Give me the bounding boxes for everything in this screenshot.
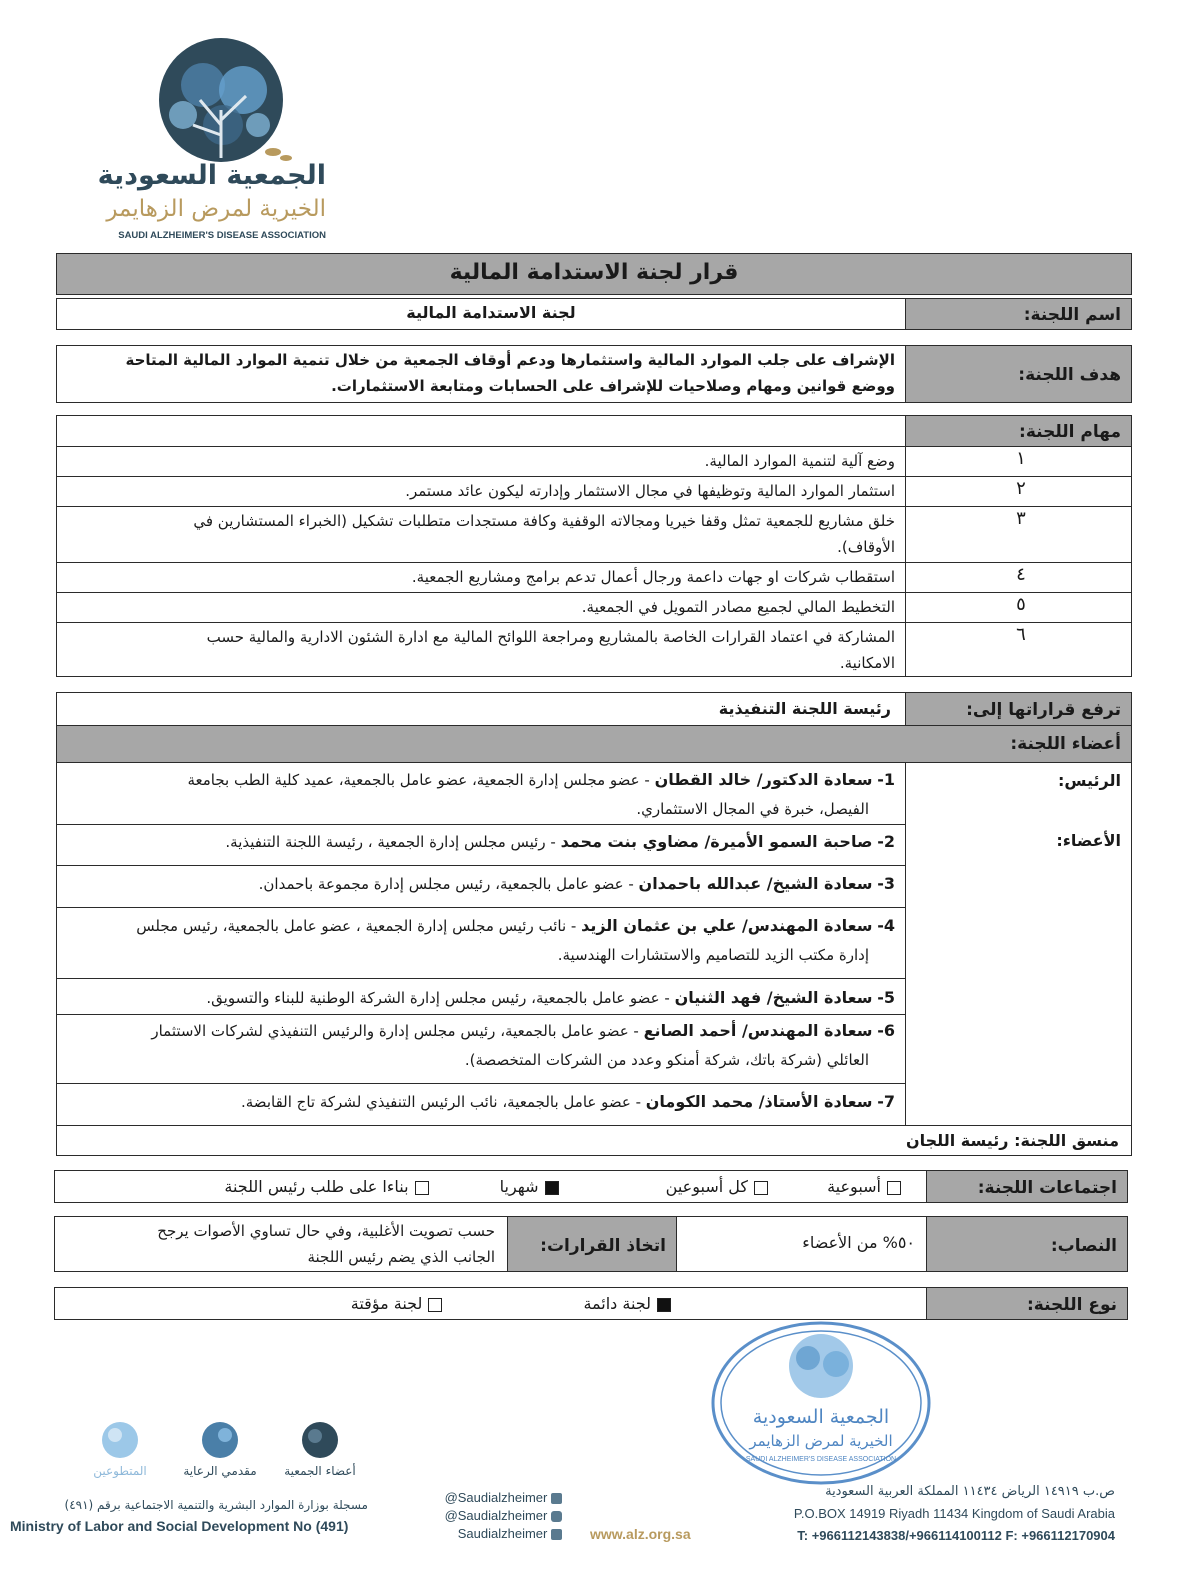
member-number: 2-: [877, 832, 895, 851]
org-name-line2: الخيرية لمرض الزهايمر: [106, 196, 326, 222]
badge-volunteers: المتطوعين: [70, 1420, 170, 1478]
checkbox-unchecked[interactable]: [754, 1181, 768, 1195]
task-row: [57, 446, 1131, 476]
website-link[interactable]: www.alz.org.sa: [590, 1526, 691, 1542]
member-row: [65, 983, 895, 1013]
task-text: المشاركة في اعتماد القرارات الخاصة بالمشاريع ومراجعة اللوائح المالية مع ادارة الشئون الادارية والمالية حسب: [206, 628, 895, 646]
instagram-icon: [551, 1511, 562, 1522]
task-text: الامكانية.: [839, 654, 895, 672]
decisions-line1: حسب تصويت الأغلبية، وفي حال تساوي الأصوات يرجح: [157, 1222, 495, 1240]
task-row: [57, 592, 1131, 622]
members-table: [56, 692, 1132, 1126]
registration-ar: مسجلة بوزارة الموارد البشرية والتنمية الاجتماعية برقم (٤٩١): [64, 1498, 368, 1512]
reports-to-value: رئيسة اللجنة التنفيذية: [718, 699, 891, 718]
member-number: 1-: [877, 770, 895, 789]
task-number: ١: [1016, 448, 1026, 469]
coordinator-row: [56, 1126, 1132, 1156]
badge-caregivers: مقدمي الرعاية: [170, 1420, 270, 1478]
stamp-line1: الجمعية السعودية: [752, 1406, 890, 1428]
committee-name-row: [56, 298, 1132, 330]
member-number: 3-: [877, 874, 895, 893]
task-number: ٣: [1016, 508, 1026, 529]
quorum-value: ٥٠% من الأعضاء: [802, 1233, 915, 1252]
meetings-row: [54, 1170, 1128, 1203]
tasks-table: [56, 415, 1132, 677]
address-ar: ص.ب ١٤٩١٩ الرياض ١١٤٣٤ المملكة العربية السعودية: [825, 1484, 1115, 1499]
document-title: قرار لجنة الاستدامة المالية: [56, 253, 1132, 295]
type-options: [351, 1294, 677, 1313]
task-number: ٢: [1016, 478, 1026, 499]
checkbox-checked[interactable]: [545, 1181, 559, 1195]
member-name: سعادة الشيخ/ فهد الثنيان: [674, 988, 873, 1007]
member-name: سعادة الأستاذ/ محمد الكومان: [645, 1092, 873, 1111]
social-links: [412, 1490, 562, 1544]
member-desc: - عضو عامل بالجمعية، رئيس مجلس إدارة الشركة الوطنية للبناء والتسويق.: [206, 989, 675, 1007]
member-number: 4-: [877, 916, 895, 935]
member-row: [65, 1087, 895, 1117]
decisions-label: اتخاذ القرارات:: [507, 1217, 677, 1271]
meetings-label: اجتماعات اللجنة:: [927, 1171, 1127, 1202]
meeting-option-monthly[interactable]: شهريا: [500, 1177, 565, 1196]
member-row: [65, 765, 895, 824]
tree-logo-icon: [108, 30, 338, 170]
twitter-icon: [551, 1493, 562, 1504]
member-number: 6-: [877, 1021, 895, 1040]
members-sublabel: الأعضاء:: [1056, 831, 1121, 850]
task-number: ٦: [1016, 624, 1026, 645]
member-desc-line2: العائلي (شركة باتك، شركة أمنكو وعدد من الشركات المتخصصة).: [464, 1051, 869, 1069]
type-option-permanent[interactable]: لجنة دائمة: [583, 1294, 677, 1313]
checkbox-unchecked[interactable]: [415, 1181, 429, 1195]
member-desc: - عضو مجلس إدارة الجمعية، عضو عامل بالجمعية، عميد كلية الطب بجامعة: [187, 771, 655, 789]
task-text: خلق مشاريع للجمعية تمثل وقفا خيريا ومجالاته الوقفية وكافة مستجدات متطلبات تشكيل (الخبراء المستشارين في: [193, 512, 895, 530]
checkbox-unchecked[interactable]: [428, 1298, 442, 1312]
quorum-label: النصاب:: [927, 1217, 1127, 1271]
member-row: [65, 911, 895, 970]
checkbox-unchecked[interactable]: [887, 1181, 901, 1195]
member-number: 7-: [877, 1092, 895, 1111]
meeting-option-weekly[interactable]: أسبوعية: [827, 1177, 907, 1196]
task-text: استثمار الموارد المالية وتوظيفها في مجال الاستثمار وإدارته ليكون عائد مستمر.: [405, 482, 895, 500]
tree-members-icon: [295, 1420, 345, 1460]
goal-line1: الإشراف على جلب الموارد المالية واستثمارها ودعم أوقاف الجمعية من خلال تنمية الموارد المالية المتاحة: [125, 351, 895, 369]
meetings-options: [224, 1177, 907, 1196]
instagram-link[interactable]: @Saudialzheimer: [412, 1508, 562, 1526]
registration-en: Ministry of Labor and Social Development No (491): [10, 1518, 349, 1534]
type-label: نوع اللجنة:: [927, 1288, 1127, 1319]
stamp-en: SAUDI ALZHEIMER'S DISEASE ASSOCIATION: [745, 1456, 897, 1463]
coordinator-value: رئيسة اللجان: [905, 1131, 1009, 1150]
goal-row: [56, 345, 1132, 403]
member-name: سعادة المهندس/ أحمد الصانع: [643, 1021, 873, 1040]
chair-label: الرئيس:: [1058, 771, 1121, 790]
official-stamp: [708, 1318, 934, 1488]
member-name: سعادة الشيخ/ عبدالله باحمدان: [638, 874, 873, 893]
tree-volunteers-icon: [95, 1420, 145, 1460]
task-text: التخطيط المالي لجميع مصادر التمويل في الجمعية.: [581, 598, 895, 616]
member-row: [65, 1016, 895, 1075]
committee-name-label: اسم اللجنة:: [906, 299, 1131, 329]
type-row: [54, 1287, 1128, 1320]
facebook-icon: [551, 1529, 562, 1540]
member-name: سعادة المهندس/ علي بن عثمان الزيد: [581, 916, 873, 935]
member-desc: - عضو عامل بالجمعية، نائب الرئيس التنفيذي لشركة تاج القابضة.: [241, 1093, 646, 1111]
task-row: [57, 622, 1131, 678]
tasks-label: مهام اللجنة:: [906, 416, 1131, 446]
address-en: P.O.BOX 14919 Riyadh 11434 Kingdom of Saudi Arabia: [793, 1506, 1115, 1521]
task-text: وضع آلية لتنمية الموارد المالية.: [704, 452, 895, 470]
member-desc: - عضو عامل بالجمعية، رئيس مجلس إدارة مجموعة باحمدان.: [258, 875, 639, 893]
member-desc: - نائب رئيس مجلس إدارة الجمعية ، عضو عامل بالجمعية، رئيس مجلس: [136, 917, 582, 935]
checkbox-checked[interactable]: [657, 1298, 671, 1312]
member-name: سعادة الدكتور/ خالد القطان: [654, 770, 873, 789]
type-option-temporary[interactable]: لجنة مؤقتة: [351, 1294, 449, 1313]
task-number: ٥: [1016, 594, 1026, 615]
coordinator-label: منسق اللجنة:: [1014, 1131, 1119, 1150]
quorum-row: [54, 1216, 1128, 1272]
reports-to-label: ترفع قراراتها إلى:: [906, 693, 1131, 725]
member-desc-line2: الفيصل، خبرة في المجال الاستثماري.: [636, 800, 869, 818]
phones: T: +966112143838/+966114100112 F: +966112170904: [797, 1528, 1115, 1543]
org-name-en: SAUDI ALZHEIMER'S DISEASE ASSOCIATION: [118, 230, 326, 241]
member-desc: - رئيس مجلس إدارة الجمعية ، رئيسة اللجنة التنفيذية.: [225, 833, 561, 851]
goal-line2: ووضع قوانين ومهام وصلاحيات للإشراف على الحسابات ومتابعة الاستثمارات.: [331, 377, 895, 395]
meeting-option-biweekly[interactable]: كل أسبوعين: [666, 1177, 774, 1196]
goal-label: هدف اللجنة:: [906, 346, 1131, 402]
member-name: صاحبة السمو الأميرة/ مضاوي بنت محمد: [560, 832, 873, 851]
task-row: [57, 506, 1131, 562]
member-row: [65, 869, 895, 899]
decisions-line2: الجانب الذي يضم رئيس اللجنة: [307, 1248, 495, 1266]
badge-members: أعضاء الجمعية: [270, 1420, 370, 1478]
stamp-line2: الخيرية لمرض الزهايمر: [749, 1432, 893, 1450]
task-row: [57, 476, 1131, 506]
task-text: استقطاب شركات او جهات داعمة ورجال أعمال تدعم برامج ومشاريع الجمعية.: [411, 568, 895, 586]
footer-badges: [70, 1420, 370, 1490]
org-name-line1: الجمعية السعودية: [97, 160, 326, 191]
member-desc-line2: إدارة مكتب الزيد للتصاميم والاستشارات الهندسية.: [557, 946, 869, 964]
task-text: الأوقاف).: [837, 538, 895, 556]
twitter-link[interactable]: @Saudialzheimer: [412, 1490, 562, 1508]
member-row: [65, 827, 895, 857]
coordinator-text: [906, 1127, 1119, 1155]
member-desc: - عضو عامل بالجمعية، رئيس مجلس إدارة والرئيس التنفيذي لشركات الاستثمار: [151, 1022, 644, 1040]
committee-name-value: لجنة الاستدامة المالية: [406, 303, 576, 322]
tree-caregivers-icon: [195, 1420, 245, 1460]
task-number: ٤: [1016, 564, 1026, 585]
task-row: [57, 562, 1131, 592]
org-logo: [97, 30, 338, 245]
facebook-link[interactable]: Saudialzheimer: [412, 1526, 562, 1544]
meeting-option-on-request[interactable]: بناءا على طلب رئيس اللجنة: [224, 1177, 434, 1196]
members-label: أعضاء اللجنة:: [57, 726, 1131, 762]
member-number: 5-: [877, 988, 895, 1007]
